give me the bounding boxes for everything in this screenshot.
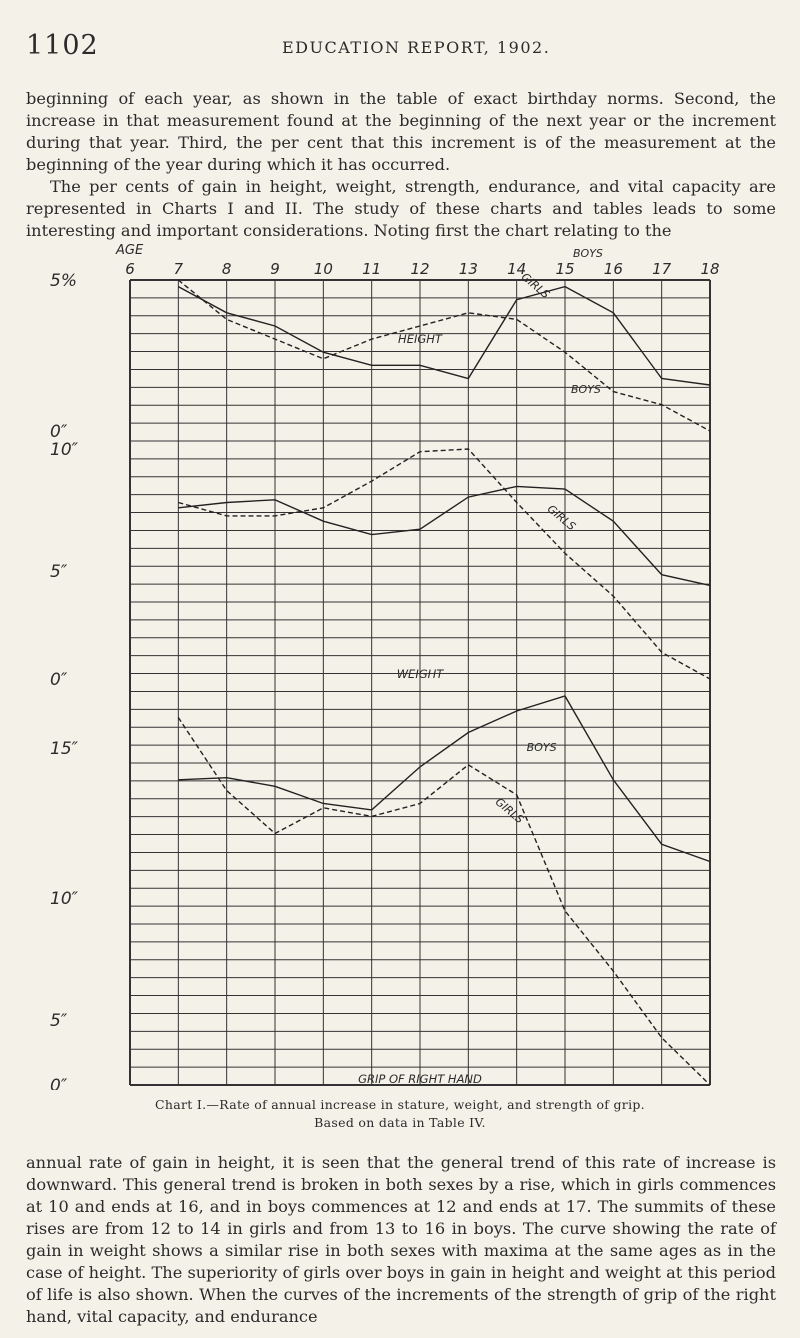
series-label: BOYS	[571, 383, 601, 396]
chart-caption: Chart I.—Rate of annual increase in stature, weight, and strength of grip.	[155, 1097, 645, 1112]
y-tick-label: 10″	[50, 440, 78, 460]
series-label: BOYS	[526, 741, 557, 754]
y-tick-label: 15″	[50, 739, 78, 759]
page-header	[0, 30, 800, 64]
x-tick-label: 7	[173, 260, 184, 278]
x-tick-label: 13	[458, 260, 478, 278]
x-tick-label: 6	[125, 260, 135, 278]
x-tick-label: 12	[410, 260, 430, 278]
paragraph-1b-text: The per cents of gain in height, weight, strength, endurance, and vital capacity are represented in Charts I and II. The study of these charts and tables leads to some interesting and important considerations. Noting first the chart relating to the	[26, 177, 776, 240]
x-tick-label: 17	[652, 260, 672, 278]
page-number: 1102	[26, 30, 99, 61]
x-tick-label: 15	[555, 260, 575, 278]
x-tick-label: 16	[603, 260, 623, 278]
x-axis-title: AGE	[116, 243, 144, 258]
y-tick-label: 5″	[50, 562, 68, 582]
x-tick-label: 14	[507, 260, 527, 278]
x-tick-label: 11	[362, 260, 382, 278]
series-label: GIRLS	[518, 270, 553, 302]
grip-of-right-hand-boys-line	[178, 696, 710, 862]
paragraph-bottom: annual rate of gain in height, it is seen that the general trend of this rate of increase is downward. This general trend is broken in both sexes by a rise, which in girls commences at 10 and ends at 16, and in boys commences at 12 and ends at 17. The summits of these rises are from 12 to 14 in girls and from 13 to 16 in boys. The curve showing the rate of gain in weight shows a similar rise in both sexes with maxima at the same ages as in the case of height. The superiority of girls over boys in gain in height and weight at this period of life is also shown. When the curves of the increments of the strength of grip of the right hand, vital capacity, and endurance	[26, 1153, 776, 1326]
chart-caption-source: Based on data in Table IV.	[314, 1115, 486, 1130]
y-tick-label: 0″	[50, 670, 68, 690]
panel-label: GRIP OF RIGHT HAND	[358, 1072, 482, 1086]
x-tick-label: 8	[221, 260, 232, 278]
height-boys-line	[178, 287, 710, 385]
y-tick-label: 0″	[50, 422, 68, 442]
weight-boys-line	[178, 486, 710, 585]
running-head: EDUCATION REPORT, 1902.	[282, 38, 551, 57]
x-tick-label: 18	[700, 260, 720, 278]
panel-label: HEIGHT	[398, 332, 442, 346]
x-tick-label: 9	[270, 260, 280, 278]
x-tick-label: 10	[313, 260, 333, 278]
panel-label: WEIGHT	[396, 667, 444, 681]
series-label: GIRLS	[492, 795, 527, 827]
paragraph-1-text: beginning of each year, as shown in the table of exact birthday norms. Second, the increase in that measurement found at the beginning of the next year or the increment during that year. Third, the per cent that this increment is of the measurement at the beginning of the year during which it has occurred.	[26, 89, 776, 174]
weight-girls-line	[178, 449, 710, 679]
chart-1	[0, 240, 800, 1090]
series-label: GIRLS	[544, 502, 579, 534]
y-tick-label: 0″	[50, 1076, 68, 1090]
paragraph-top	[26, 88, 776, 242]
series-label: BOYS	[573, 247, 603, 260]
y-tick-label: 10″	[50, 889, 78, 909]
height-girls-line	[178, 280, 710, 431]
grip-of-right-hand-girls-line	[178, 718, 710, 1086]
y-tick-label: 5%	[50, 271, 77, 291]
y-tick-label: 5″	[50, 1011, 68, 1031]
